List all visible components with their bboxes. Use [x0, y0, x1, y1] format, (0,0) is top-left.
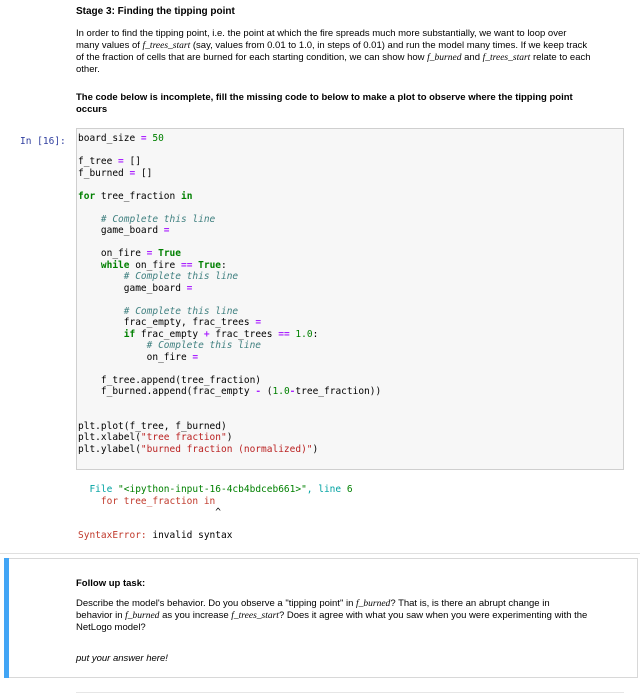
code-token: =: [118, 156, 124, 167]
code-token: on_fire: [78, 248, 147, 259]
code-token: True: [152, 248, 181, 259]
text: as you increase: [159, 610, 232, 621]
code-token: =: [192, 351, 199, 363]
input-prompt: In [16]:: [20, 136, 66, 147]
code-token: ): [312, 443, 319, 455]
code-token: plt.plot(f_tree, f_burned): [78, 420, 227, 432]
text: The code below is incomplete, fill the missing code to below to make a plot to observe where the tipping point: [76, 92, 573, 103]
code-comment: # Complete this line: [123, 271, 239, 282]
code-token: =: [146, 248, 153, 259]
math-var: f_trees_start: [231, 611, 279, 621]
stage-paragraph: [76, 28, 616, 76]
code-string: "tree fraction": [140, 432, 227, 443]
code-token: True: [192, 259, 222, 271]
text: behavior in: [76, 610, 126, 621]
code-token: ==: [278, 328, 290, 340]
error-file: "<ipython-input-16-4cb4bdceb661>": [118, 484, 307, 495]
code-token: 50: [146, 133, 164, 144]
code-token: plt.xlabel(: [78, 432, 141, 443]
code-token: (: [261, 386, 273, 397]
cell-divider: [0, 553, 640, 554]
code-token: :: [312, 328, 319, 340]
code-token: f_tree: [78, 156, 119, 167]
code-token: ): [226, 432, 233, 443]
code-token: plt.ylabel(: [78, 443, 141, 455]
code-comment: # Complete this line: [100, 213, 216, 225]
text: of the fraction of cells that are burned for each starting condition, we can show how: [76, 52, 428, 63]
followup-title: Follow up task:: [76, 578, 146, 589]
code-string: "burned fraction (normalized)": [140, 443, 313, 455]
error-output: [78, 484, 353, 542]
code-token: if: [78, 328, 136, 340]
error-line-number: 6: [346, 484, 353, 495]
error-message: invalid syntax: [146, 530, 233, 541]
code-token: -: [255, 386, 262, 397]
code-token: =: [186, 282, 193, 294]
code-token: ==: [180, 259, 193, 271]
code-token: f_burned: [78, 167, 130, 179]
stage-heading: Stage 3: Finding the tipping point: [76, 6, 235, 17]
text: In order to find the tipping point, i.e. the point at which the fire spreads much more substantially, we want to loop over: [76, 28, 567, 39]
code-token: f_burned.append(frac_empty: [78, 386, 256, 397]
followup-paragraph: [76, 598, 616, 634]
text: (say, values from 0.01 to 1.0, in steps of 0.01) and run the model many times. If we keep track: [190, 40, 588, 51]
text: many values of: [76, 40, 143, 51]
code-token: game_board: [78, 282, 187, 294]
markdown-cell-stage3[interactable]: [76, 6, 616, 116]
text: ? Does it agree with what you saw when you were experimenting with the: [278, 610, 588, 621]
cell-selection-indicator: [4, 558, 9, 678]
code-token: tree_fraction)): [295, 386, 382, 397]
code-comment: # Complete this line: [146, 340, 262, 351]
cell-bottom-divider: [76, 692, 624, 693]
code-token: :: [221, 259, 227, 271]
text: other.: [76, 64, 100, 75]
code-token: tree_fraction: [95, 190, 181, 202]
math-var: f_trees_start: [142, 41, 191, 51]
instruction-text: [76, 92, 616, 116]
error-token: , line: [306, 484, 347, 495]
code-token: 1.0: [272, 386, 290, 397]
text: ? That is, is there an abrupt change in: [390, 598, 550, 609]
math-var: f_burned: [125, 611, 160, 621]
code-comment: # Complete this line: [123, 305, 239, 317]
code-token: +: [203, 328, 210, 340]
text: NetLogo model?: [76, 622, 146, 633]
code-token: =: [129, 167, 136, 179]
code-token: 1.0: [289, 328, 313, 340]
math-var: f_trees_start: [482, 53, 531, 63]
markdown-cell-followup[interactable]: [76, 578, 616, 634]
code-token: on_fire: [78, 351, 193, 363]
code-token: in: [180, 190, 193, 202]
code-token: board_size: [78, 133, 141, 144]
code-token: frac_empty: [135, 328, 204, 340]
error-token: File: [78, 484, 119, 495]
text: occurs: [76, 104, 108, 115]
text: and: [461, 52, 483, 63]
error-caret: ^: [78, 507, 221, 518]
code-token: while: [78, 259, 130, 271]
code-token: -: [289, 386, 296, 397]
code-token: =: [140, 133, 147, 144]
math-var: f_burned: [356, 599, 391, 609]
code-token: =: [163, 225, 170, 236]
code-token: []: [123, 156, 141, 167]
code-token: =: [255, 317, 262, 328]
code-token: []: [135, 167, 153, 179]
code-token: frac_empty, frac_trees: [78, 317, 256, 328]
code-content[interactable]: [78, 133, 381, 455]
error-code-line: for tree_fraction in: [78, 495, 216, 507]
code-token: game_board: [78, 225, 164, 236]
answer-placeholder[interactable]: put your answer here!: [76, 653, 168, 664]
code-token: frac_trees: [209, 328, 279, 340]
code-token: for: [78, 190, 96, 202]
code-token: on_fire: [129, 259, 181, 271]
code-token: f_tree.append(tree_fraction): [78, 374, 262, 386]
math-var: f_burned: [427, 53, 462, 63]
error-type: SyntaxError:: [78, 530, 147, 541]
text: relate to each: [530, 52, 591, 63]
text: Describe the model's behavior. Do you observe a "tipping point" in: [76, 598, 356, 609]
